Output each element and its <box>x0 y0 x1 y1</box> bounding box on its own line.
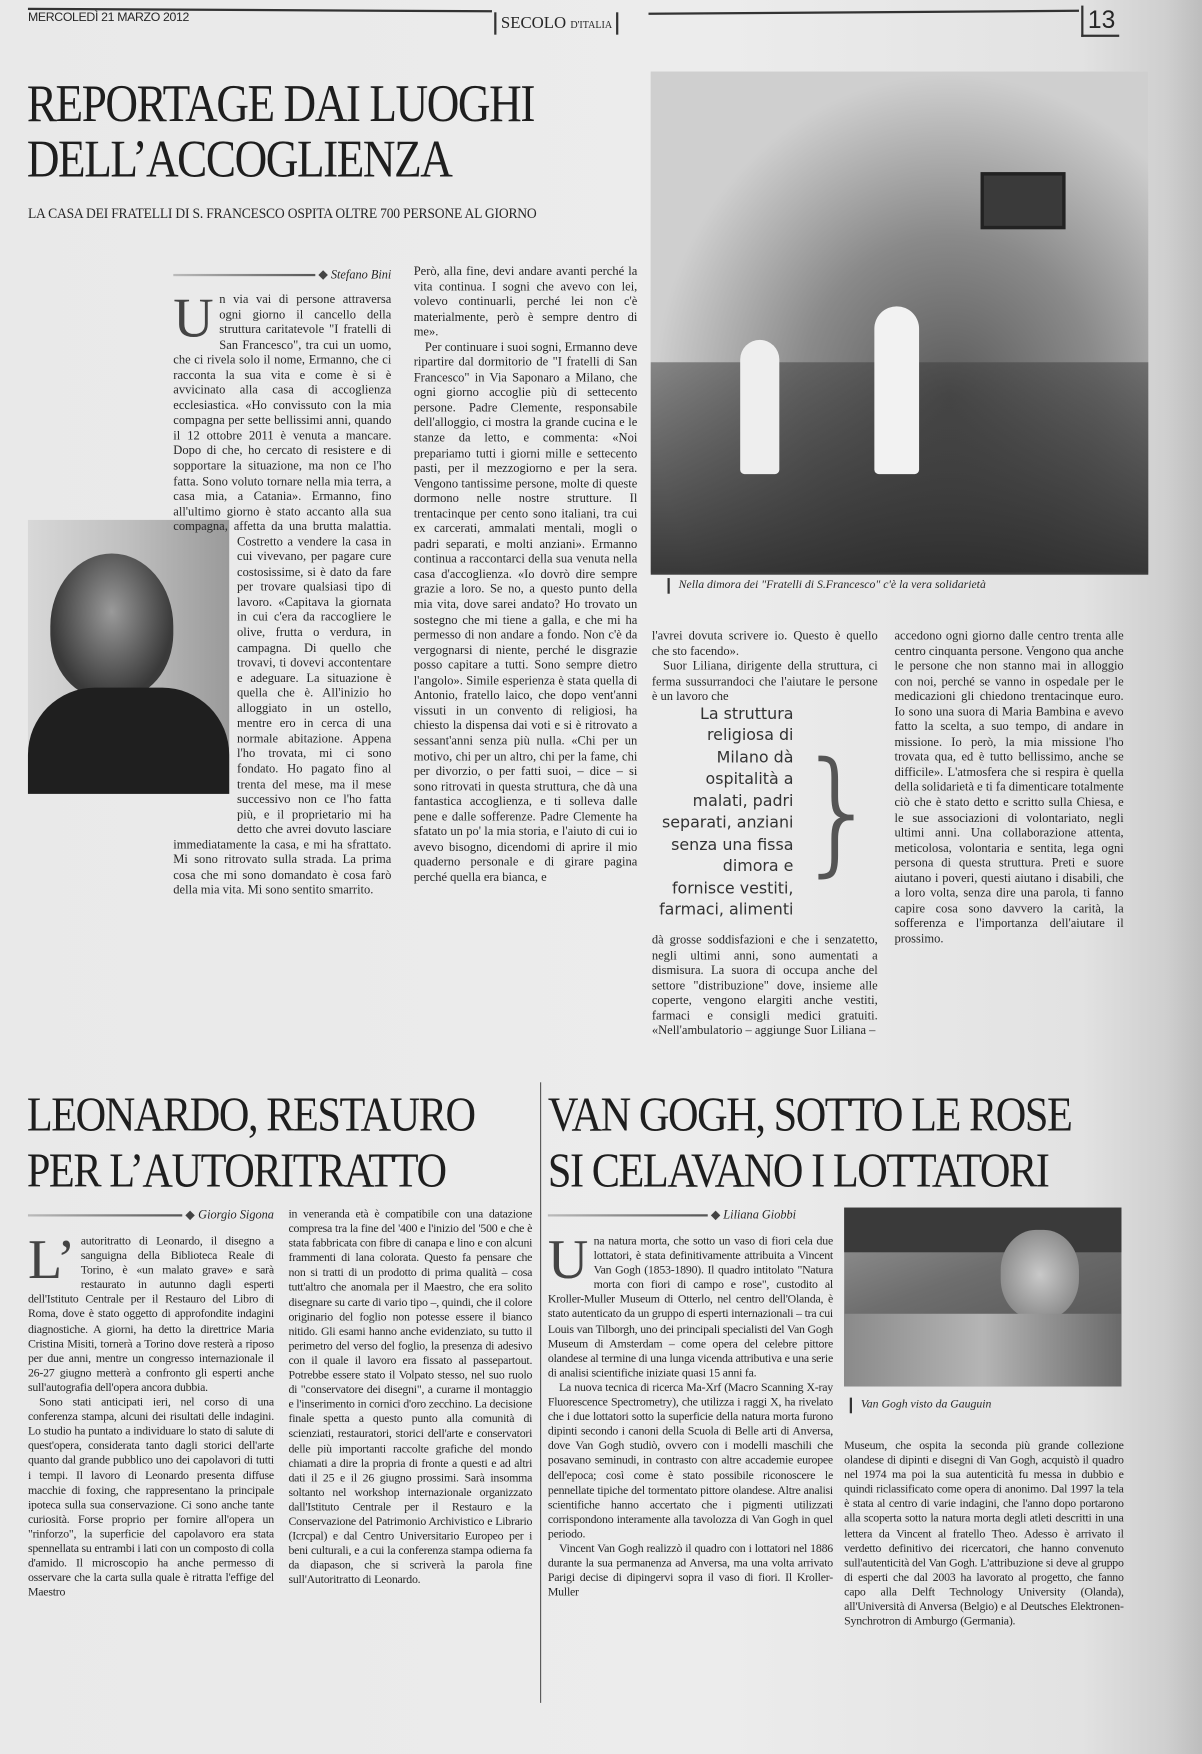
page-number: 13 <box>1081 6 1120 37</box>
photo-caption: Nella dimora dei "Fratelli di S.Francesco" c'è la vera solidarietà <box>668 578 1149 594</box>
pull-quote <box>657 704 882 920</box>
main-article-column-2 <box>414 265 638 1025</box>
byline <box>548 1209 796 1222</box>
nun-figure <box>740 340 779 474</box>
main-article-column-1 <box>173 286 392 1025</box>
byline <box>28 1209 274 1222</box>
headline-line-1: VAN GOGH, SOTTO LE ROSE <box>547 1086 1072 1142</box>
portrait-head <box>50 553 173 698</box>
byline <box>173 268 391 281</box>
wall-painting <box>981 172 1066 229</box>
paragraph: na natura morta, che sotto un vaso di fiori cela due lottatori, è stata definitivamente attribuita a Vincent Van Gogh (1853-1890). Il quadro intitolato "Natura morta con fiori di campo e rose", custodito al Kroller-Muller Museum di Otterlo, nel centro dell'Olanda, è stato autenticato da un gruppo di esperti internazionali – tra cui Louis van Tilborgh, uno dei principali specialisti del Van Gogh Museum di Amsterdam – come opera del celebre pittore olandese al termine di una lunga vicenda attributiva e una serie di analisi scientifiche iniziate quasi 15 anni fa. <box>547 1235 833 1380</box>
author-name: Stefano Bini <box>330 268 392 282</box>
headline-line-1: LEONARDO, RESTAURO <box>26 1086 475 1142</box>
newspaper-name-suffix: D'ITALIA <box>570 19 613 31</box>
pull-quote-text: La struttura religiosa di Milano dà ospitalità a malati, padri separati, anziani senza una fissa dimora e fornisce vestiti, farmaci, alimenti <box>659 704 794 920</box>
author-name: Giorgio Sigona <box>198 1208 274 1223</box>
byline-rule <box>548 1214 708 1216</box>
paragraph: Suor Liliana, dirigente della struttura, ci ferma sussurrandoci che l'aiutare le persone è un lavoro che <box>651 659 878 704</box>
header-rule-right <box>648 10 1078 15</box>
byline-rule <box>173 274 315 276</box>
brace-icon: } <box>795 734 882 891</box>
dropcap: U <box>547 1227 589 1291</box>
headline-line-2: DELL’ACCOGLIENZA <box>26 130 452 189</box>
dropcap: L’ <box>27 1227 76 1291</box>
headline-line-1: REPORTAGE DAI LUOGHI <box>26 74 534 134</box>
leonardo-headline <box>27 1087 548 1199</box>
vangogh-column-1 <box>547 1227 833 1701</box>
main-article-column-3-bottom <box>651 933 878 1038</box>
photo-dining-hall <box>651 72 1149 573</box>
painter-head <box>1001 1230 1079 1319</box>
painting-background <box>844 1208 1121 1253</box>
main-headline <box>27 76 617 188</box>
issue-date: MERCOLEDÌ 21 MARZO 2012 <box>27 11 190 25</box>
paragraph: autoritratto di Leonardo, il disegno a sanguigna della Biblioteca Reale di Torino, è «un malato grave» e sarà restaurato in autunno dagli esperti dell'Istituto Centrale per il Restauro del Libro di Roma, dove è stato oggetto di approfondite indagini diagnostiche. A giorni, ha detto la direttrice Maria Cristina Misiti, tornerà a Torino dove resterà a riposo per due anni, mentre un congresso internazionale il 26-27 giugno metterà a confronto gli esperti anche sull'autografia dell'opera ancora dubbia. <box>27 1235 274 1395</box>
article-text: Museum, che ospita la seconda più grande collezione olandese di dipinti e disegni di Van Gogh, acquistò il quadro nel 1974 ma poi la sua autenticità fu messa in dubbio e quindi riclassificato come opera di anonimo. Dal 1997 la tela è stata al centro di varie indagini, che l'anno dopo portarono alla scoperta sotto la natura morta degli atleti descritti in una lettera da Vincent al fratello Theo. Adesso è arrivato il verdetto definitivo dei ricercatori, che hanno convenuto sull'autenticità del Van Gogh. L'attribuzione si deve al gruppo di esperti che dal 2003 ha lavorato al progetto, che fanno capo alla Delft Technology University (Olanda), all'Università di Anversa (Belgio) e al Deutsches Elektronen-Synchrotron di Amburgo (Germania). <box>844 1440 1124 1629</box>
headline-line-2: PER L’AUTORITRATTO <box>26 1142 446 1198</box>
headline-line-2: SI CELAVANO I LOTTATORI <box>547 1142 1049 1198</box>
paragraph: l'avrei dovuta scrivere io. Questo è quello che sto facendo». <box>651 629 878 659</box>
article-text: dà grosse soddisfazioni e che i senzatetto, negli ultimi anni, sono aumentati a dismisura. La suora di occupa anche del settore "distribuzione" dove, insieme alle coperte, vengono elargiti anche vestiti, farmaci e consigli medici gratuiti. «Nell'ambulatorio – aggiunge Suor Liliana – <box>651 933 878 1038</box>
author-name: Liliana Giobbi <box>723 1208 797 1223</box>
dropcap: U <box>173 286 214 349</box>
leonardo-column-2 <box>288 1208 532 1702</box>
photo-caption: Van Gogh visto da Gauguin <box>850 1398 1130 1414</box>
article-text: accedono ogni giorno dalle centro trenta alle centro cinquanta persone. Vengono qua anche le persone che non stanno mai in alloggio con noi, perché se vanno in ospedale per le medicazioni gli chiedono trentacinque euro. Io sono una suora di Maria Bambina e avevo fatto la scelta, a suo tempo, di andare in missione. Io però, la mia missione l'ho trovata qua, ed è tutto bellissimo, anche se difficile». L'atmosfera che si respira è quella della solidarietà e ti fa dimenticare totalmente ciò che è stato detto e scritto sulla Chiesa, e le sue associazioni di volontariato, negli ultimi anni. Una collaborazione attenta, meticolosa, volontaria e sentita, lega ogni persona di questa struttura. Preti e suore aiutano i poveri, questi aiutano i disabili, che a loro volta, senza dire una parola, ti fanno capire cosa sono davvero la carità, la sofferenza e l'importanza dell'aiutare il prossimo. <box>894 629 1124 946</box>
paragraph: Sono stati anticipati ieri, nel corso di una conferenza stampa, alcuni dei risultati delle indagini. Lo studio ha puntato a individuare lo stato di salute di quest'opera, considerata tanto dagli storici dell'arte quanto dal grande pubblico uno dei capolavori di tutti i tempi. Il lavoro di Leonardo presenta diffuse macchie di foxing, che rappresentano la principale ipoteca sulla sua conservazione. Ci sono anche tante curiosità. Forse proprio per fornire all'opera un "rinforzo", la superficie del capolavoro era stata spennellata su entrambi i lati con un composto di colla d'amido. Il microscopio ha anche permesso di osservare che la carta sulla quale è ritratta l'effige del Maestro <box>27 1396 274 1600</box>
article-text: n via vai di persone attraversa ogni giorno il cancello della struttura caritatevole "I fratelli di San Francesco", tra cui un uomo, che ci rivela solo il nome, Ermanno, che ci racconta la sua vita e come è si è avvicinato alla casa di accoglienza ecclesiastica. «Ho convissuto con la mia compagna per sette bellissimi anni, quando il 12 ottobre 2011 è venuta a mancare. Dopo di che, ho cercato di resistere e di sopportare la situazione, ma non ce l'ho fatta. Sono voluto tornare nella mia terra, a casa mia, a Catania». Ermanno, fino all'ultimo giorno è stato accanto alla sua compagna, affetta da una brutta malattia. Costretto a vendere la casa in cui vivevano, per pagare cure costosissime, si è dato da fare per trovare qualsiasi tipo di lavoro. «Capitava la giornata in cui c'era da raccogliere le olive, frutta o verdura, in campagna. Di quello che trovavi, ti dovevi accontentare e adeguare. La situazione è quella che è. All'inizio ho alloggiato in un ostello, mentre ero in cerca di una normale abitazione. Appena l'ho trovata, mi ci sono fondato. Ho pagato fino al trenta del mese, ma il mese successivo non ce l'ho fatta più, e il proprietario mi ha detto che avrei dovuto lasciare immediatamente la casa, e mi ha sfrattato. Mi sono ritrovato sulla strada. La prima cosa che mi sono domandato è cosa farò della mia vita. Mi sono sentito smarrito. <box>173 292 392 898</box>
diamond-icon <box>318 270 327 279</box>
vangogh-column-2 <box>844 1439 1124 1702</box>
article-text: in veneranda età è compatibile con una datazione compresa tra la fine del '400 e l'inizio del '500 e che è stata fabbricata con fibre di canapa e lino e con alcuni frammenti di lana colorata. Questo fa pensare che non si tratti di un prodotto di prima qualità – cosa tutt'altro che anomala per il Maestro, che era solito disegnare su carte di vario tipo –, quindi, che il colore originario del foglio non potesse essere il bianco nitido. Gli esami hanno anche evidenziato, su tutto il perimetro del verso del foglio, la presenza di adesivo con il quale il lavoro era fissato al passepartout. Potrebbe essere stato il Volpato stesso, nel suo ruolo di "conservatore dei disegni", a curarne il montaggio e l'inserimento in cornici d'oro zecchino. La decisione finale spetta a questo punto alla comunità di scienziati, restauratori, storici dell'arte e conservatori delle più importanti raccolte grafiche del mondo chiamati a dire la propria di fronte a questi e ad altri dati il 25 e il 26 giugno prossimi. Sarà insomma soltanto nel workshop internazionale organizzato dall'Istituto Centrale per il Restauro e la Conservazione del Patrimonio Archivistico e Librario (Icrcpal) e dal Centro Universitario Europeo per i beni culturali, e a cui la conferenza stampa odierna fa da diapason, che si scriverà la parola fine sull'Autoritratto di Leonardo. <box>288 1208 533 1587</box>
diamond-icon <box>186 1211 195 1220</box>
newspaper-name-main: SECOLO <box>500 14 567 33</box>
vangogh-headline <box>548 1087 1157 1199</box>
diamond-icon <box>711 1211 720 1220</box>
paragraph: Vincent Van Gogh realizzò il quadro con i lottatori nel 1886 durante la sua permanenza ad Anversa, ma una volta arrivato Parigi decise di dipingervi sopra il vaso di fiori. Il Kroller-Muller <box>547 1542 833 1600</box>
painting-foreground <box>844 1314 1121 1387</box>
paragraph: Per continuare i suoi sogni, Ermanno deve ripartire dal dormitorio de "I fratelli di San Francesco" in Via Saponaro a Milano, che ogni giorno accoglie più di settecento persone. Padre Clemente, responsabile dell'alloggio, ci mostra la grande cucina e le stanze da letto, e commenta: «Noi prepariamo tutti i giorni mille e settecento pasti, per il mezzogiorno e per la sera. Vengono tantissime persone, molte di queste dormono nelle nostre strutture. Il trentacinque per cento sono italiani, tra cui ex carcerati, ammalati mentali, mogli o padri separati, e molti anziani». Ermanno continua a raccontarci della sua venuta nella casa d'accoglienza. «Io dovrò dire sempre grazie a loro. Se no, a questo punto della mia vita, dove sarei andato? Ho trovato un sostegno che mi tiene a galla, e che mi ha permesso di non andare a fondo. Non c'è da vergognarsi di niente, perché le disgrazie posso capitare a tutti. Sono sempre dietro l'angolo». Simile esperienza è stata quella di Antonio, fratello laico, che dopo vent'anni vissuti in un convento di religiosi, ha chiesto la dispensa dai voti e si è ritrovato a sessant'anni senza più nulla. «Chi per un motivo, chi per un altro, chi per la fame, chi per divorzio, o per fatti suoi, – dice – si sono ritrovati in questa struttura, che dà una fantastica accoglienza, e ti solleva dalle pene e dalle sofferenze. Padre Clemente ha sfatato un po' la mia storia, e l'aiuto di cui io avevo bisogno, dicendomi di aprire il mio quaderno personale e di girare pagina perché quella era bianca, e <box>413 340 638 885</box>
byline-rule <box>28 1214 183 1216</box>
painting-van-gogh-by-gauguin <box>844 1208 1121 1387</box>
paragraph: La nuova tecnica di ricerca Ma-Xrf (Macro Scanning X-ray Fluorescence Spectrometry), che utilizza i raggi X, ha rivelato che i due lottatori sotto la superficie della natura morta furono dipinti secondo i canoni della Scuola di Belle arti di Anversa, dove Van Gogh studiò, ovvero con i modelli maschili che posavano seminudi, in contrasto con altre accademie europee dell'epoca; così come è stato possibile riconoscere le pennellate tipiche del tormentato pittore olandese. Altre analisi scientifiche hanno accertato che i pigmenti utilizzati corrispondono interamente alla tavolozza di Van Gogh in quel periodo. <box>547 1381 833 1541</box>
paragraph: Però, alla fine, devi andare avanti perché la vita continua. I sogni che avevo con lei, volevo continuarli, perché lei non c'è materialmente, però è sempre dentro di me». <box>413 264 638 339</box>
main-article-column-4 <box>894 629 1123 1037</box>
main-subtitle: LA CASA DEI FRATELLI DI S. FRANCESCO OSPITA OLTRE 700 PERSONE AL GIORNO <box>27 204 537 222</box>
main-article-column-3-top <box>652 629 878 710</box>
newspaper-name <box>494 12 619 34</box>
nun-figure <box>874 306 919 474</box>
leonardo-column-1 <box>27 1227 274 1701</box>
